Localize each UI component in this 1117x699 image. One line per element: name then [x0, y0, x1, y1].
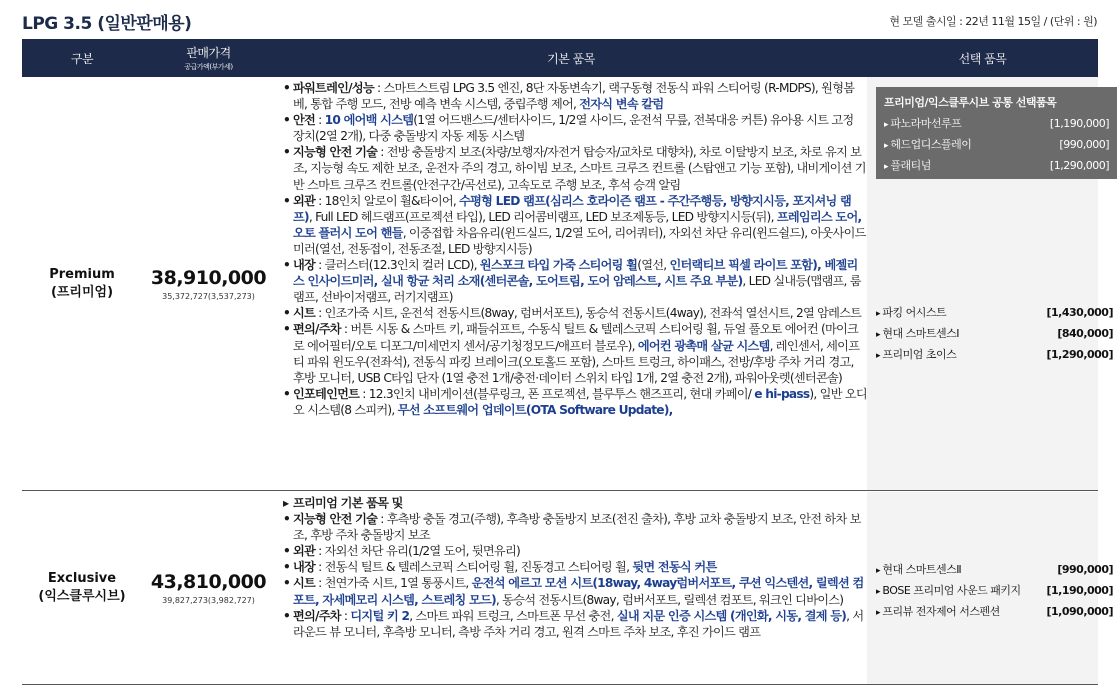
bullet-icon: • [283, 258, 291, 273]
basic-item-detail: , Full LED 헤드램프(프로젝션 타입), LED 리어콤비램프, LED 보조제동등, LED 방향지시등(뒤), [308, 209, 777, 224]
option-item [876, 602, 1113, 623]
option-price: [1,290,000] [1046, 348, 1113, 361]
option-name: ▸ 헤드업디스플레이 [884, 135, 971, 156]
option-item [876, 581, 1113, 602]
option-name: ▸ 현대 스마트센스Ⅰ [876, 324, 959, 345]
basic-item-detail: , 스마트 파워 트렁크, 스마트폰 무선 충전, [409, 608, 617, 623]
header-price [142, 39, 275, 77]
page-title: LPG 3.5 (일반판매용) [22, 14, 192, 34]
option-name: ▸ BOSE 프리미엄 사운드 패키지 [876, 581, 1021, 602]
option-price: [840,000] [1057, 327, 1113, 340]
basic-item-detail: : 전방 충돌방지 보조(차량/보행자/자전거 탑승자/교차로 대향차), 차로 이탈방지 보조, 차로 유지 보조, 지능형 속도 제한 보조, 운전자 주의 경고, 하이빔 보조, 스마트 크루즈 컨트롤 (스탑앤고 기능 포함), 내비게이션 기반 스마트 크루즈 컨트롤(안전구간/곡선로), 고속도로 주행 보조, 후석 승객 알림 [293, 145, 866, 192]
basic-item [283, 511, 867, 543]
basic-item-highlight: 실내 지문 인증 시스템 (개인화, 시동, 결제 등) [616, 608, 847, 623]
basic-items [275, 77, 867, 490]
basic-item-highlight: 수평형 LED 램프(심리스 호라이즌 램프 - 주간주행등, 방향지시등, 포지셔닝 램프) [293, 193, 852, 224]
common-option-box [876, 87, 1117, 179]
basic-item-detail: : 후측방 충돌 경고(주행), 후측방 충돌방지 보조(전진 출차), 후방 교차 충돌방지 보조, 안전 하차 보조, 후방 주차 충돌방지 보조 [293, 512, 861, 543]
bullet-icon: • [283, 81, 291, 95]
basic-item-text [293, 257, 867, 305]
trim-name-ko: (익스클루시브) [38, 589, 126, 604]
header-gubun: 구분 [70, 51, 94, 66]
table-header [22, 39, 1098, 77]
trim-price-total: 43,810,000 [150, 571, 267, 593]
header-option: 선택 품목 [958, 51, 1007, 66]
basic-item-text [293, 193, 867, 257]
basic-item-label: 지능형 안전 기술 [293, 512, 378, 527]
basic-item [283, 193, 867, 257]
basic-item-text [293, 575, 867, 607]
option-price: [1,090,000] [1046, 605, 1113, 618]
trim-price [142, 492, 275, 684]
basic-item [283, 321, 867, 385]
option-list [876, 303, 1113, 366]
option-item [876, 560, 1113, 581]
basic-item-text [293, 559, 867, 575]
option-items [867, 77, 1113, 490]
basic-item-label: 편의/주차 [293, 322, 341, 337]
basic-item [283, 575, 867, 607]
option-price: [990,000] [1057, 563, 1113, 576]
bullet-icon: • [283, 560, 291, 575]
basic-item-detail: , 레인센서, 세이프티 파워 윈도우(전좌석), 전동식 파킹 브레이크(오토홀드 포함), 스마트 트렁크, 하이패스, 전방/후방 주차 거리 경고, 후방 모니터, USB C타입 단자 (1열 충전 1개/충전·데이터 스위치 타입 1개, 2열 충전 2개), 파워아웃렛(센터콘솔) [293, 338, 860, 385]
option-name: ▸ 파킹 어시스트 [876, 303, 946, 324]
basic-item-text [293, 608, 867, 640]
basic-item-label: 파워트레인/성능 [293, 81, 374, 95]
basic-item-detail: : 자외선 차단 유리(1/2열 도어, 뒷면유리) [315, 544, 520, 559]
trim-name-en: Exclusive [47, 571, 117, 586]
basic-item-detail: : 전동식 틸트 & 텔레스코픽 스티어링 휠, 진동경고 스티어링 휠, [315, 560, 633, 575]
option-item [884, 156, 1109, 177]
basic-item-highlight: 무선 소프트웨어 업데이트(OTA Software Update), [397, 402, 673, 417]
release-date-note: 현 모델 출시일 : 22년 11월 15일 / (단위 : 원) [889, 15, 1097, 28]
basic-item-label: 안전 [293, 113, 316, 128]
basic-item-highlight: 인터랙티브 픽셀 라이트 포함), 베젤리스 인사이드미러, 실내 항균 처리 소재(센터콘솔, 도어트림, 도어 암레스트, 시트 주요 부분) [293, 258, 858, 289]
trim-name [22, 492, 142, 684]
option-price: [1,290,000] [1049, 159, 1109, 172]
basic-item [283, 386, 867, 418]
basic-item-label: 편의/주차 [293, 608, 341, 623]
basic-item-detail: : 18인치 알로이 휠&타이어, [315, 193, 460, 208]
basic-item-text [293, 305, 867, 321]
bullet-icon: • [283, 193, 291, 208]
basic-item-text [293, 543, 867, 559]
bullet-icon: • [283, 386, 291, 401]
basic-item-detail: , 서라운드 뷰 모니터, 후측방 모니터, 측방 주차 거리 경고, 원격 스마트 주차 보조, 후진 가이드 램프 [293, 608, 864, 639]
basic-item-highlight: 운전석 에르고 모션 시트(18way, 4way럼버서포트, 쿠션 익스텐션, 릴렉션 컴포트, 자세메모리 시스템, 스트레칭 모드) [293, 576, 864, 607]
basic-item [283, 608, 867, 640]
basic-item-text [293, 321, 867, 385]
basic-item-highlight: 10 에어백 시스템 [324, 113, 414, 128]
basic-item [283, 257, 867, 305]
option-name: ▸ 프리미엄 초이스 [876, 345, 956, 366]
triangle-icon: ▸ [283, 496, 289, 510]
basic-item-detail: : 버튼 시동 & 스마트 키, 패들쉬프트, 수동식 틸트 & 텔레스코픽 스티어링 휠, 듀얼 풀오토 에어컨 (마이크로 에어필터/오토 디포그/미세먼지 센서/공기청정모드/애프터 블로우), [293, 322, 859, 353]
basic-item-detail: : 천연가죽 시트, 1열 통풍시트, [315, 576, 472, 591]
basic-item [283, 112, 867, 144]
basic-item-label: 내장 [293, 258, 316, 273]
option-price: [1,430,000] [1046, 306, 1113, 319]
basic-item-detail: : 12.3인치 내비게이션(블루링크, 폰 프로젝션, 블루투스 핸즈프리, 현대 카페이/ [359, 386, 755, 401]
basic-item-label: 내장 [293, 560, 316, 575]
basic-item-label: 외관 [293, 544, 316, 559]
header-price-label: 판매가격 [186, 46, 231, 60]
trim-price-total: 38,910,000 [150, 266, 267, 289]
option-list [876, 560, 1113, 623]
table-row-exclusive [22, 492, 1113, 685]
option-item [876, 324, 1113, 345]
option-item [876, 303, 1113, 324]
bullet-icon: • [283, 145, 291, 160]
trim-price [142, 77, 275, 490]
option-name: ▸ 플래티넘 [884, 156, 931, 177]
option-name: ▸ 프리뷰 전자제어 서스펜션 [876, 602, 1000, 623]
basic-item [283, 305, 867, 321]
basic-item-detail: : 스마트스트림 LPG 3.5 엔진, 8단 자동변속기, 랙구동형 전동식 파워 스티어링 (R-MDPS), 원형봄베, 통합 주행 모드, 전방 예측 변속 시스템, 중립주행 제어, [293, 81, 855, 112]
table-row-premium [22, 77, 1113, 491]
basic-item [283, 543, 867, 559]
basic-item [283, 80, 867, 112]
basic-item-label: 지능형 안전 기술 [293, 145, 378, 160]
basic-item [283, 559, 867, 575]
basic-item-detail: , 동승석 전동시트(8way, 럼버서포트, 릴렉션 컴포트, 워크인 디바이스) [495, 592, 844, 607]
basic-item-detail: : 클러스터(12.3인치 컬러 LCD), [315, 258, 480, 273]
option-name: ▸ 현대 스마트센스Ⅱ [876, 560, 961, 581]
bullet-icon: • [283, 608, 291, 623]
basic-item-detail: : [340, 608, 351, 623]
option-price: [1,190,000] [1049, 117, 1109, 130]
option-item [884, 135, 1109, 156]
option-items [867, 492, 1113, 684]
bullet-icon: • [283, 544, 291, 559]
basic-item-label: 외관 [293, 193, 316, 208]
basic-item-detail: , 이중접합 차음유리(윈드실드, 1/2열 도어, 리어쿼터), 자외선 차단 유리(윈드쉴드), 아웃사이드미러(열선, 전동접이, 전동조절, LED 방향지시등) [293, 225, 866, 256]
basic-item-highlight: e hi-pass [754, 386, 810, 401]
header-basic: 기본 품목 [547, 51, 595, 66]
basic-item-label: 시트 [293, 306, 316, 321]
trim-name [22, 77, 142, 490]
common-option-title: 프리미엄/익스클루시브 공통 선택품목 [884, 96, 1057, 109]
bullet-icon: • [283, 512, 291, 527]
option-price: [990,000] [1059, 138, 1109, 151]
basic-item-highlight: 전자식 변속 칼럼 [579, 97, 664, 112]
basic-item-text [293, 511, 867, 543]
basic-item-text [293, 80, 867, 112]
basic-item-text [293, 112, 867, 144]
trim-price-supply: 35,372,727(3,537,273) [162, 291, 255, 301]
trim-name-ko: (프리미엄) [50, 284, 114, 300]
trim-price-supply: 39,827,273(3,982,727) [162, 596, 255, 605]
option-name: ▸ 파노라마선루프 [884, 114, 961, 135]
basic-item-highlight: 뒷면 전동식 커튼 [632, 560, 717, 575]
basic-item [283, 144, 867, 192]
option-item [884, 114, 1109, 135]
basic-item-highlight: 프레임리스 도어, 오토 플러시 도어 핸들 [293, 209, 862, 240]
bullet-icon: • [283, 113, 291, 128]
bullet-icon: • [283, 306, 291, 321]
bullet-icon: • [283, 322, 291, 337]
basic-item-detail: : [315, 113, 325, 128]
basic-item-detail: : 인조가죽 시트, 운전석 전동시트(8way, 럼버서포트), 동승석 전동시트(4way), 전좌석 열선시트, 2열 암레스트 [315, 306, 862, 321]
basic-item-highlight: 디지털 키 2 [350, 608, 410, 623]
basic-item-detail: , LED 실내등(맵램프, 룸램프, 선바이저램프, 러기지램프) [293, 274, 861, 305]
basic-item-highlight: 원스포크 타입 가죽 스티어링 휠 [479, 258, 638, 273]
base-title-line [283, 495, 867, 511]
base-title: 프리미엄 기본 품목 및 [293, 496, 403, 510]
basic-item-text [293, 386, 867, 418]
basic-items [275, 492, 867, 684]
basic-item-highlight: 에어컨 광촉매 살균 시스템 [637, 338, 770, 353]
basic-item-label: 인포테인먼트 [293, 386, 360, 401]
trim-name-en: Premium [49, 266, 115, 282]
header-price-sub: 공급가액(부가세) [184, 63, 233, 71]
option-item [876, 345, 1113, 366]
bullet-icon: • [283, 576, 291, 591]
basic-item-label: 시트 [293, 576, 316, 591]
option-price: [1,190,000] [1046, 584, 1113, 597]
basic-item-detail: ), 일반 오디오 시스템(8 스피커), [293, 386, 867, 417]
basic-item-detail: (열선, [637, 258, 670, 273]
basic-item-detail: (1열 어드밴스드/센터사이드, 1/2열 사이드, 운전석 무릎, 전복대응 커튼) 유아용 시트 고정 장치(2열 2개), 다중 충돌방지 자동 제동 시스템 [293, 113, 854, 144]
basic-item-text [293, 144, 867, 192]
